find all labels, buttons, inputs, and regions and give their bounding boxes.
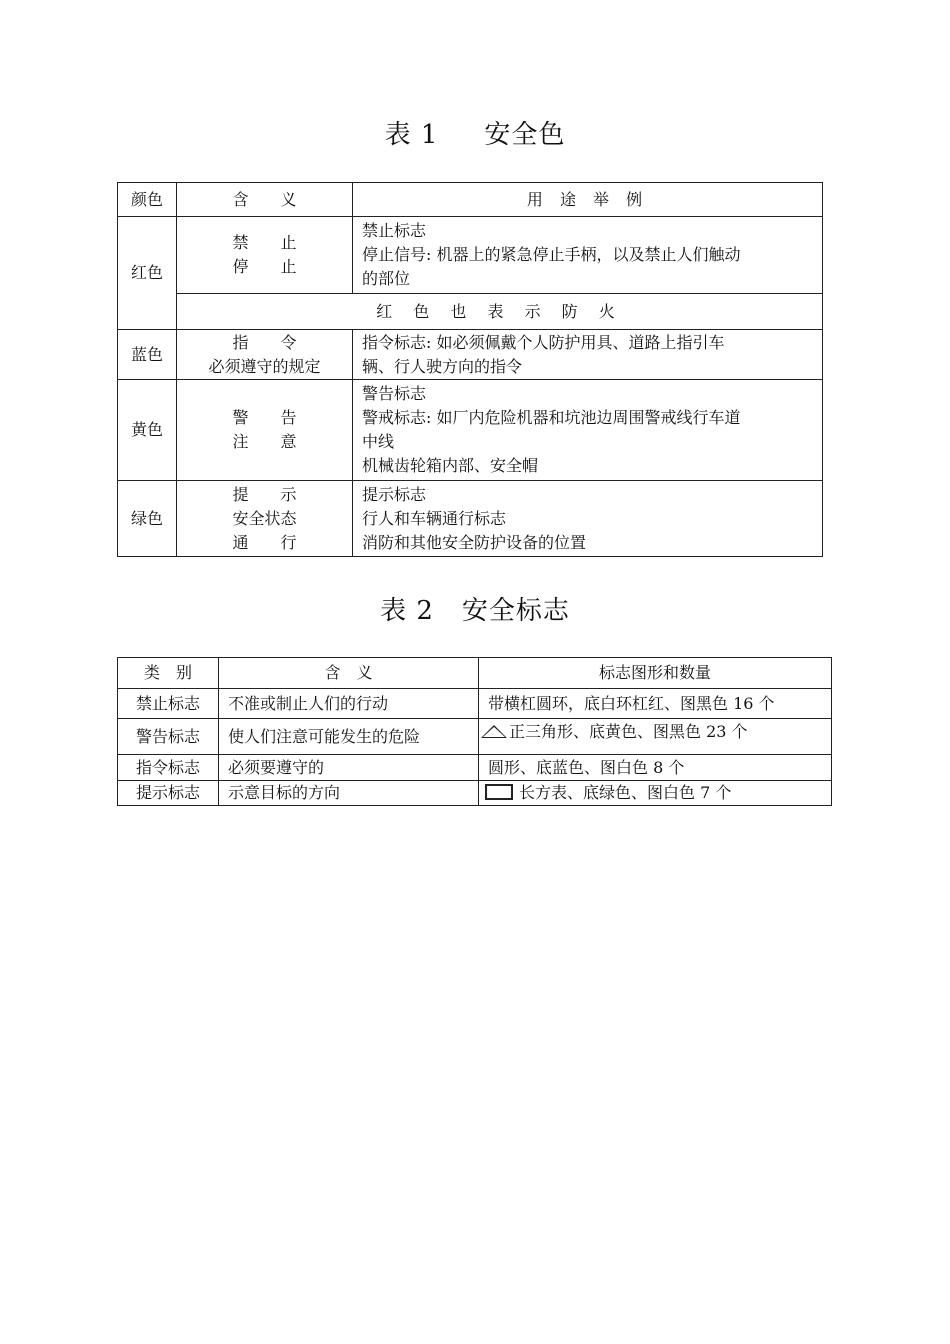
header-color: 颜色 bbox=[118, 183, 177, 217]
table-row bbox=[118, 719, 832, 755]
table-row-yellow bbox=[118, 380, 823, 481]
table-row bbox=[118, 781, 832, 806]
header-shape: 标志图形和数量 bbox=[479, 658, 832, 689]
meaning-line: 提 示 bbox=[232, 484, 297, 504]
rectangle-icon bbox=[485, 784, 513, 800]
header-usage: 用 途 举 例 bbox=[353, 183, 823, 217]
meaning-green bbox=[177, 481, 353, 557]
header-meaning: 含 义 bbox=[177, 183, 353, 217]
usage-line: 警戒标志: 如厂内危险机器和坑池边周围警戒线行车道 bbox=[362, 408, 741, 427]
table1-title-text: 安全色 bbox=[484, 120, 566, 150]
meaning-yellow bbox=[177, 380, 353, 481]
category-cell: 警告标志 bbox=[118, 719, 219, 755]
shape-cell: 带横杠圆环，底白环杠红、图黑色 16 个 bbox=[479, 689, 832, 719]
usage-line: 行人和车辆通行标志 bbox=[362, 508, 507, 528]
table-row-red-note bbox=[118, 294, 823, 330]
meaning-cell: 必须要遵守的 bbox=[219, 755, 479, 781]
meaning-cell: 示意目标的方向 bbox=[219, 781, 479, 806]
usage-blue bbox=[353, 330, 823, 380]
color-yellow: 黄色 bbox=[118, 380, 177, 481]
meaning-line: 必须遵守的规定 bbox=[208, 356, 321, 376]
table-row-blue bbox=[118, 330, 823, 380]
table-row bbox=[118, 755, 832, 781]
triangle-icon bbox=[481, 725, 507, 738]
meaning-line: 警 告 bbox=[232, 408, 297, 427]
table-row bbox=[118, 689, 832, 719]
usage-yellow bbox=[353, 380, 823, 481]
category-cell: 指令标志 bbox=[118, 755, 219, 781]
header-category: 类 别 bbox=[118, 658, 219, 689]
meaning-cell: 不准或制止人们的行动 bbox=[219, 689, 479, 719]
usage-line: 提示标志 bbox=[362, 484, 427, 504]
usage-line: 中线 bbox=[362, 432, 395, 451]
usage-line: 辆、行人驶方向的指令 bbox=[362, 356, 523, 376]
category-cell: 提示标志 bbox=[118, 781, 219, 806]
color-red: 红色 bbox=[118, 217, 177, 330]
meaning-line: 停 止 bbox=[232, 257, 297, 276]
usage-line: 停止信号: 机器上的紧急停止手柄，以及禁止人们触动 bbox=[362, 245, 741, 264]
usage-line: 警告标志 bbox=[362, 384, 427, 403]
table-row-green bbox=[118, 481, 823, 557]
table1-header-row bbox=[118, 183, 823, 217]
table1-title-number: 表 1 bbox=[384, 120, 439, 150]
usage-red bbox=[353, 217, 823, 294]
meaning-line: 禁 止 bbox=[232, 233, 297, 252]
usage-line: 指令标志: 如必须佩戴个人防护用具、道路上指引车 bbox=[362, 332, 725, 352]
shape-cell: 圆形、底蓝色、图白色 8 个 bbox=[479, 755, 832, 781]
safety-colors-table bbox=[117, 182, 823, 557]
color-green: 绿色 bbox=[118, 481, 177, 557]
meaning-cell: 使人们注意可能发生的危险 bbox=[219, 719, 479, 755]
safety-signs-table bbox=[117, 657, 832, 806]
shape-cell bbox=[479, 781, 832, 806]
shape-text: 长方表、底绿色、图白色 7 个 bbox=[519, 783, 732, 802]
table2-title-number: 表 2 bbox=[380, 596, 434, 626]
header-meaning: 含 义 bbox=[219, 658, 479, 689]
shape-text: 正三角形、底黄色、图黑色 23 个 bbox=[509, 722, 748, 741]
shape-cell bbox=[479, 719, 832, 755]
table1-title bbox=[0, 114, 950, 151]
table2-title bbox=[0, 590, 950, 627]
usage-line: 机械齿轮箱内部、安全帽 bbox=[362, 456, 539, 475]
meaning-line: 指 令 bbox=[232, 332, 297, 352]
usage-green bbox=[353, 481, 823, 557]
red-fire-note: 红 色 也 表 示 防 火 bbox=[177, 294, 823, 330]
meaning-red bbox=[177, 217, 353, 294]
table2-header-row bbox=[118, 658, 832, 689]
meaning-line: 注 意 bbox=[232, 432, 297, 451]
usage-line: 禁止标志 bbox=[362, 221, 427, 240]
usage-line: 消防和其他安全防护设备的位置 bbox=[362, 532, 587, 552]
meaning-blue bbox=[177, 330, 353, 380]
meaning-line: 通 行 bbox=[232, 532, 297, 552]
meaning-line: 安全状态 bbox=[232, 508, 297, 528]
category-cell: 禁止标志 bbox=[118, 689, 219, 719]
table-row-red bbox=[118, 217, 823, 294]
usage-line: 的部位 bbox=[362, 269, 411, 288]
table2-title-text: 安全标志 bbox=[461, 596, 570, 626]
color-blue: 蓝色 bbox=[118, 330, 177, 380]
